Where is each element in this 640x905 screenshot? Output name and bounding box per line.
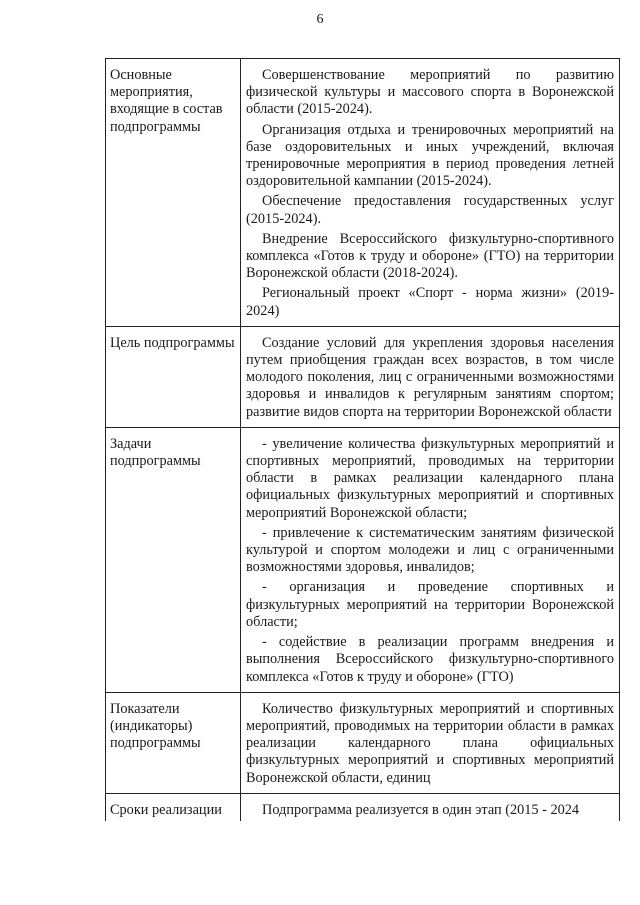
row-label: Основные мероприятия, входящие в состав подпрограммы [110, 67, 223, 135]
content-paragraph: Обеспечение предоставления государственных услуг (2015-2024). [246, 193, 614, 227]
row-label: Сроки реализации [110, 801, 222, 818]
content-paragraph: - привлечение к систематическим занятиям физической культурой и спортом молодежи и лиц с ограниченными возможностями здоровья, инвалидов; [246, 524, 614, 576]
content-paragraph: Региональный проект «Спорт - норма жизни» (2019-2024) [246, 285, 614, 319]
row-content-cell [241, 793, 620, 821]
table-row [106, 793, 620, 821]
row-label-cell [106, 692, 241, 793]
row-label-cell [106, 59, 241, 327]
row-content-cell [241, 692, 620, 793]
content-paragraph: Подпрограмма реализуется в один этап (2015 - 2024 [262, 801, 580, 818]
row-label: Задачи подпрограммы [110, 435, 201, 470]
content-paragraph: Количество физкультурных мероприятий и спортивных мероприятий, проводимых на территории области в рамках реализации календарного плана официальных физкультурных мероприятий и спортивных мероприятий Воронежской области, единиц [246, 700, 614, 786]
table-row [106, 326, 620, 427]
row-label-cell [106, 793, 241, 821]
content-paragraph: Внедрение Всероссийского физкультурно-спортивного комплекса «Готов к труду и обороне» (ГТО) на территории Воронежской области (2018-2024). [246, 230, 614, 282]
content-paragraph: Создание условий для укрепления здоровья населения путем приобщения граждан всех возрастов, в том числе молодого поколения, лиц с ограниченными возможностями здоровья и инвалидов к регулярным занятиям спортом; развитие видов спорта на территории Воронежской области [246, 334, 614, 420]
row-label: Показатели (индикаторы) подпрограммы [110, 700, 201, 752]
content-paragraph: - содействие в реализации программ внедрения и выполнения Всероссийского физкультурно-спортивного комплекса «Готов к труду и обороне» (ГТО) [246, 634, 614, 685]
row-label-cell [106, 427, 241, 692]
table-row [106, 692, 620, 793]
row-content-cell [241, 59, 620, 327]
row-content-cell [241, 326, 620, 427]
row-content-cell [241, 427, 620, 692]
content-paragraph: - организация и проведение спортивных и физкультурных мероприятий на территории Воронежской области; [246, 579, 614, 630]
subprogram-passport-table [105, 58, 620, 821]
table-row [106, 427, 620, 692]
content-paragraph: Организация отдыха и тренировочных мероприятий на базе оздоровительных и иных учреждений, включая тренировочные мероприятия в период проведения летней оздоровительной кампании (2015-2024). [246, 121, 614, 190]
content-paragraph: - увеличение количества физкультурных мероприятий и спортивных мероприятий, проводимых на территории области в рамках реализации календарного плана официальных физкультурных мероприятий и спортивных мероприятий Воронежской области; [246, 435, 614, 521]
table-row [106, 59, 620, 327]
content-paragraph: Совершенствование мероприятий по развитию физической культуры и массового спорта в Воронежской области (2015-2024). [246, 67, 614, 118]
row-label-cell [106, 326, 241, 427]
row-label: Цель подпрограммы [110, 334, 235, 351]
page-number: 6 [316, 12, 324, 27]
